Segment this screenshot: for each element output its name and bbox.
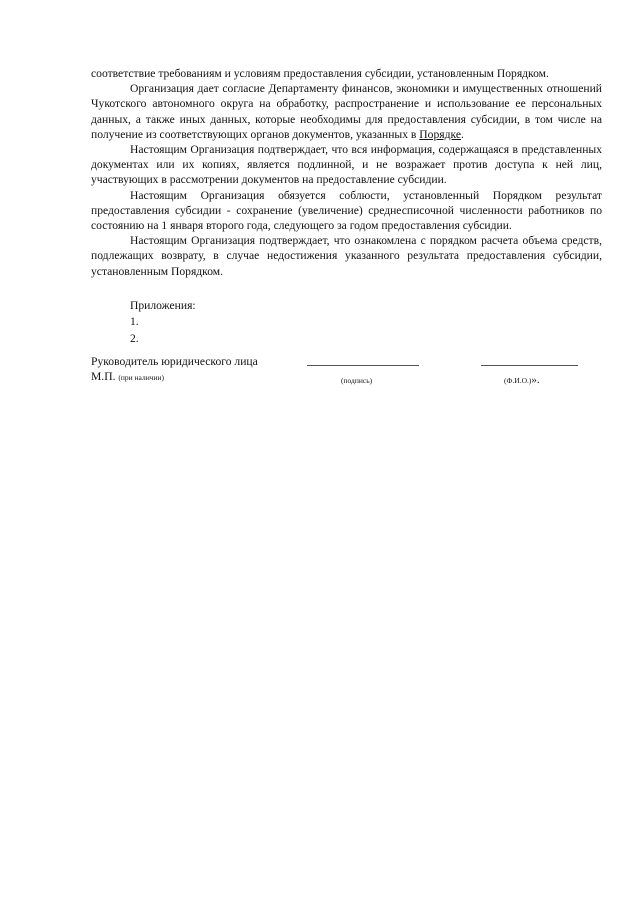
stamp-note: (при наличии) bbox=[118, 373, 165, 383]
name-caption-group bbox=[504, 372, 540, 388]
appendix-title: Приложения: bbox=[130, 298, 196, 312]
paragraph-consent-end: . bbox=[460, 127, 464, 141]
signature-row bbox=[91, 354, 602, 370]
appendix-section bbox=[91, 298, 602, 348]
paragraph-compliance: соответствие требованиям и условиям предоставления субсидии, установленным Порядком. bbox=[91, 67, 549, 80]
name-caption: (Ф.И.О.) bbox=[504, 376, 532, 386]
paragraph-obligation: Настоящим Организация обязуется соблюсти, установленный Порядком результат предоставления субсидии - сохранение (увеличение) среднесписочной численности работников по состоянию на 1 января второго года, следующего за годом предоставления субсидии. bbox=[91, 188, 602, 233]
paragraph-authenticity: Настоящим Организация подтверждает, что вся информация, содержащаяся в представленных документах или их копиях, является подлинной, и не возражает против доступа к ней лиц, участвующих в рассмотрении документов на предоставление субсидии. bbox=[91, 143, 602, 187]
appendix-item-2: 2. bbox=[130, 331, 139, 345]
name-caption-tail: ». bbox=[531, 374, 540, 387]
appendix-item-1: 1. bbox=[130, 315, 139, 329]
signature-caption: (подпись) bbox=[341, 376, 373, 386]
stamp-row bbox=[91, 370, 602, 387]
stamp-label: М.П. bbox=[91, 370, 116, 384]
paragraph-consent-text: Организация дает согласие Департаменту финансов, экономики и имущественных отношений Чукотского автономного округа на обработку, распространение и использование ее персональных данных, а также иных данных, которые необходимы для предоставления субсидии, в том числе на получение из соответствующих органов документов, указанных в bbox=[91, 82, 602, 141]
name-line bbox=[481, 365, 578, 366]
paragraph-acknowledgement: Настоящим Организация подтверждает, что ознакомлена с порядком расчета объема средств, подлежащих возврату, в случае недостижения указанного результата предоставления субсидии, установленным Порядком. bbox=[91, 234, 602, 278]
poryadok-link[interactable]: Порядке bbox=[419, 127, 461, 141]
paragraph-consent bbox=[91, 81, 602, 142]
document-page bbox=[91, 66, 602, 387]
head-of-entity-label: Руководитель юридического лица bbox=[91, 355, 258, 369]
signature-line bbox=[307, 365, 419, 366]
stamp-label-group bbox=[91, 369, 164, 385]
